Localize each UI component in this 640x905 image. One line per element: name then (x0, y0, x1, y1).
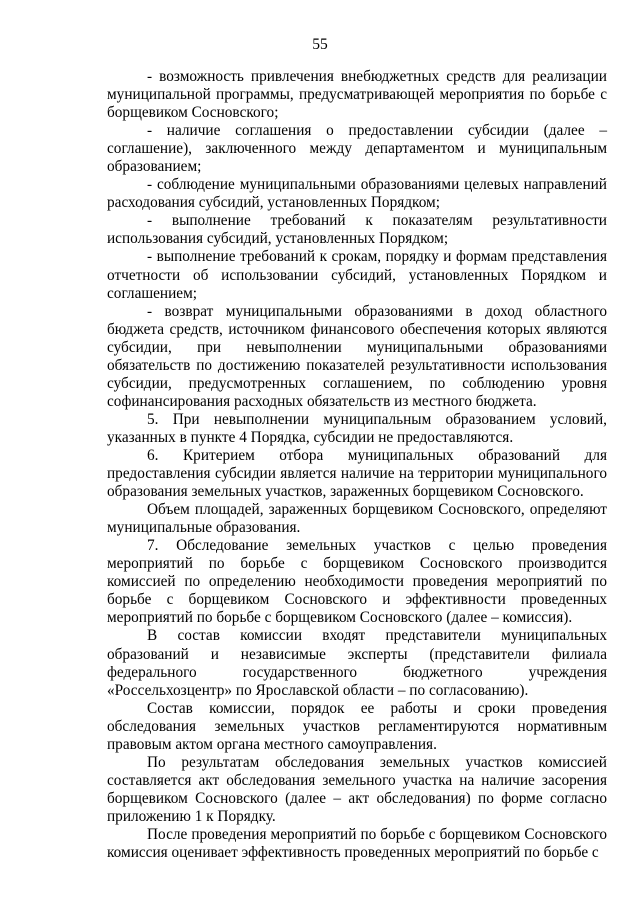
paragraph: Состав комиссии, порядок ее работы и сроки проведения обследования земельных участков регламентируются нормативным правовым актом органа местного самоуправления. (107, 699, 607, 753)
paragraph: 5. При невыполнении муниципальным образованием условий, указанных в пункте 4 Порядка, субсидии не предоставляются. (107, 410, 607, 446)
page-number: 55 (312, 36, 328, 53)
paragraph: 6. Критерием отбора муниципальных образований для предоставления субсидии является наличие на территории муниципального образования земельных участков, зараженных борщевиком Сосновского. (107, 446, 607, 501)
paragraph: - наличие соглашения о предоставлении субсидии (далее – соглашение), заключенного между департаментом и муниципальным образованием; (107, 122, 607, 176)
paragraph: 7. Обследование земельных участков с целью проведения мероприятий по борьбе с борщевиком Сосновского производится комиссией по определению необходимости проведения мероприятий по борьбе с борщевиком Сосновского и эффективности проведенных мероприятий по борьбе с борщевиком Сосновского (далее – комиссия). (107, 537, 607, 627)
paragraph: - выполнение требований к срокам, порядку и формам представления отчетности об использовании субсидий, установленных Порядком и соглашением; (107, 248, 607, 302)
document-body (107, 68, 607, 862)
paragraph: - возврат муниципальными образованиями в доход областного бюджета средств, источником финансового обеспечения которых являются субсидии, при невыполнении муниципальными образованиями обязательств по достижению показателей результативности использования субсидии, предусмотренных соглашением, по соблюдению уровня софинансирования расходных обязательств из местного бюджета. (107, 302, 607, 410)
paragraph: - выполнение требований к показателям результативности использования субсидий, установленных Порядком; (107, 212, 607, 248)
paragraph: В состав комиссии входят представители муниципальных образований и независимые эксперты (представители филиала федерального государственного бюджетного учреждения «Россельхозцентр» по Ярославской области – по согласованию). (107, 627, 607, 699)
paragraph: Объем площадей, зараженных борщевиком Сосновского, определяют муниципальные образования. (107, 501, 607, 537)
paragraph: По результатам обследования земельных участков комиссией составляется акт обследования земельного участка на наличие засорения борщевиком Сосновского (далее – акт обследования) по форме согласно приложению 1 к Порядку. (107, 753, 607, 825)
paragraph: После проведения мероприятий по борьбе с борщевиком Сосновского комиссия оценивает эффективность проведенных мероприятий по борьбе с (107, 825, 607, 862)
paragraph: - соблюдение муниципальными образованиями целевых направлений расходования субсидий, установленных Порядком; (107, 176, 607, 212)
paragraph: - возможность привлечения внебюджетных средств для реализации муниципальной программы, предусматривающей мероприятия по борьбе с борщевиком Сосновского; (107, 68, 607, 122)
